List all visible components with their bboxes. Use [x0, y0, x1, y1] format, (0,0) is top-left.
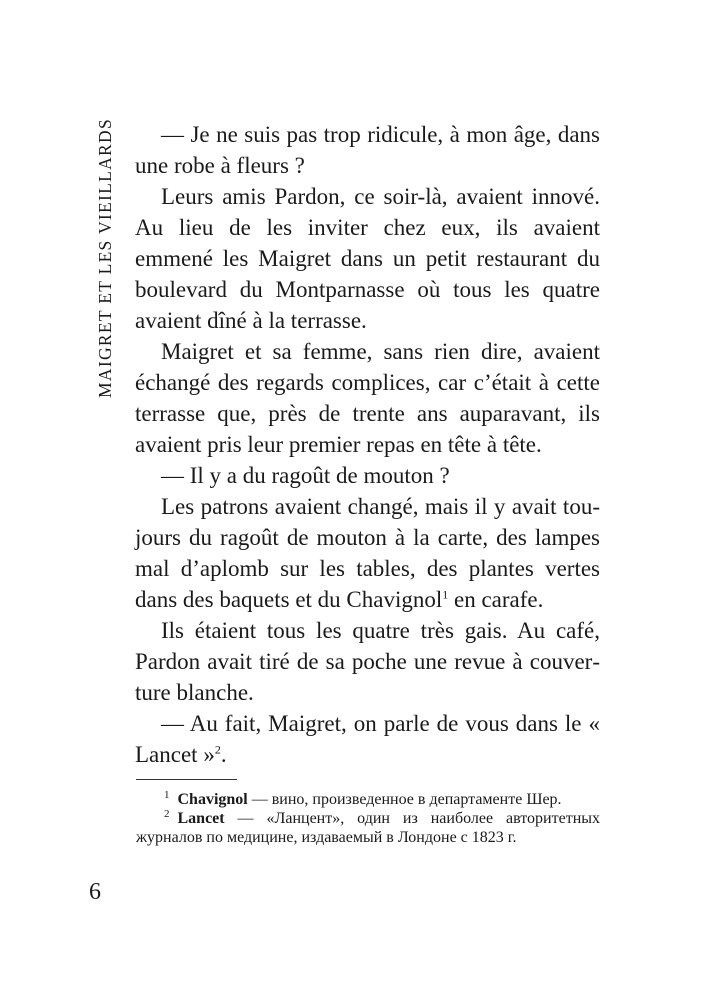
footnote-ref-1: 1	[442, 587, 449, 602]
footnote-2	[136, 809, 600, 847]
footnote-number: 2	[164, 807, 170, 820]
running-head-title: MAIGRET ET LES VIEILLARDS	[94, 118, 115, 398]
footnote-1	[136, 790, 600, 809]
footnote-text: — вино, произведенное в департаменте Шер.	[247, 791, 562, 808]
paragraph-text: — Au fait, Maigret, on parle de vous dans le « Lancet »	[135, 711, 600, 767]
running-head	[87, 118, 123, 398]
paragraph: Leurs amis Pardon, ce soir-là, avaient innové. Au lieu de les inviter chez eux, ils avaient emmené les Maigret dans un petit restaurant du boulevard du Montparnasse où tous les quatre avaient dîné à la terrasse.	[135, 184, 600, 333]
paragraph: Maigret et sa femme, sans rien dire, avaient échangé des regards complices, car c’était à cette terrasse que, près de trente ans auparavant, ils avaient pris leur premier repas en tête à tête.	[135, 339, 600, 457]
paragraph: — Je ne suis pas trop ridicule, à mon âge, dans une robe à fleurs ?	[135, 122, 600, 178]
footnote-term: Chavignol	[177, 791, 248, 808]
footnote-separator	[136, 779, 237, 780]
paragraph: — Il y a du ragoût de mouton ?	[161, 463, 450, 488]
footnotes	[136, 790, 600, 847]
paragraph: Ils étaient tous les quatre très gais. Au café, Pardon avait tiré de sa poche une revue à couverture blanche.	[135, 618, 600, 705]
footnote-number: 1	[164, 788, 170, 801]
body-text	[135, 119, 600, 770]
page-number: 6	[89, 879, 101, 905]
paragraph-text: Les patrons avaient changé, mais il y avait toujours du ragoût de mouton à la carte, des lampes mal d’aplomb sur les tables, des plantes vertes dans des baquets et du Chavignol	[135, 494, 600, 612]
footnote-text: — «Ланцент», один из наиболее авторитетных журналов по медицине, издаваемый в Лондоне с 1823 г.	[136, 810, 600, 846]
paragraph	[135, 708, 600, 770]
footnote-term: Lancet	[177, 810, 225, 827]
paragraph-text: .	[220, 742, 227, 767]
footnote-ref-2: 2	[214, 742, 221, 757]
paragraph	[135, 491, 600, 615]
paragraph-text: en carafe.	[448, 587, 544, 612]
